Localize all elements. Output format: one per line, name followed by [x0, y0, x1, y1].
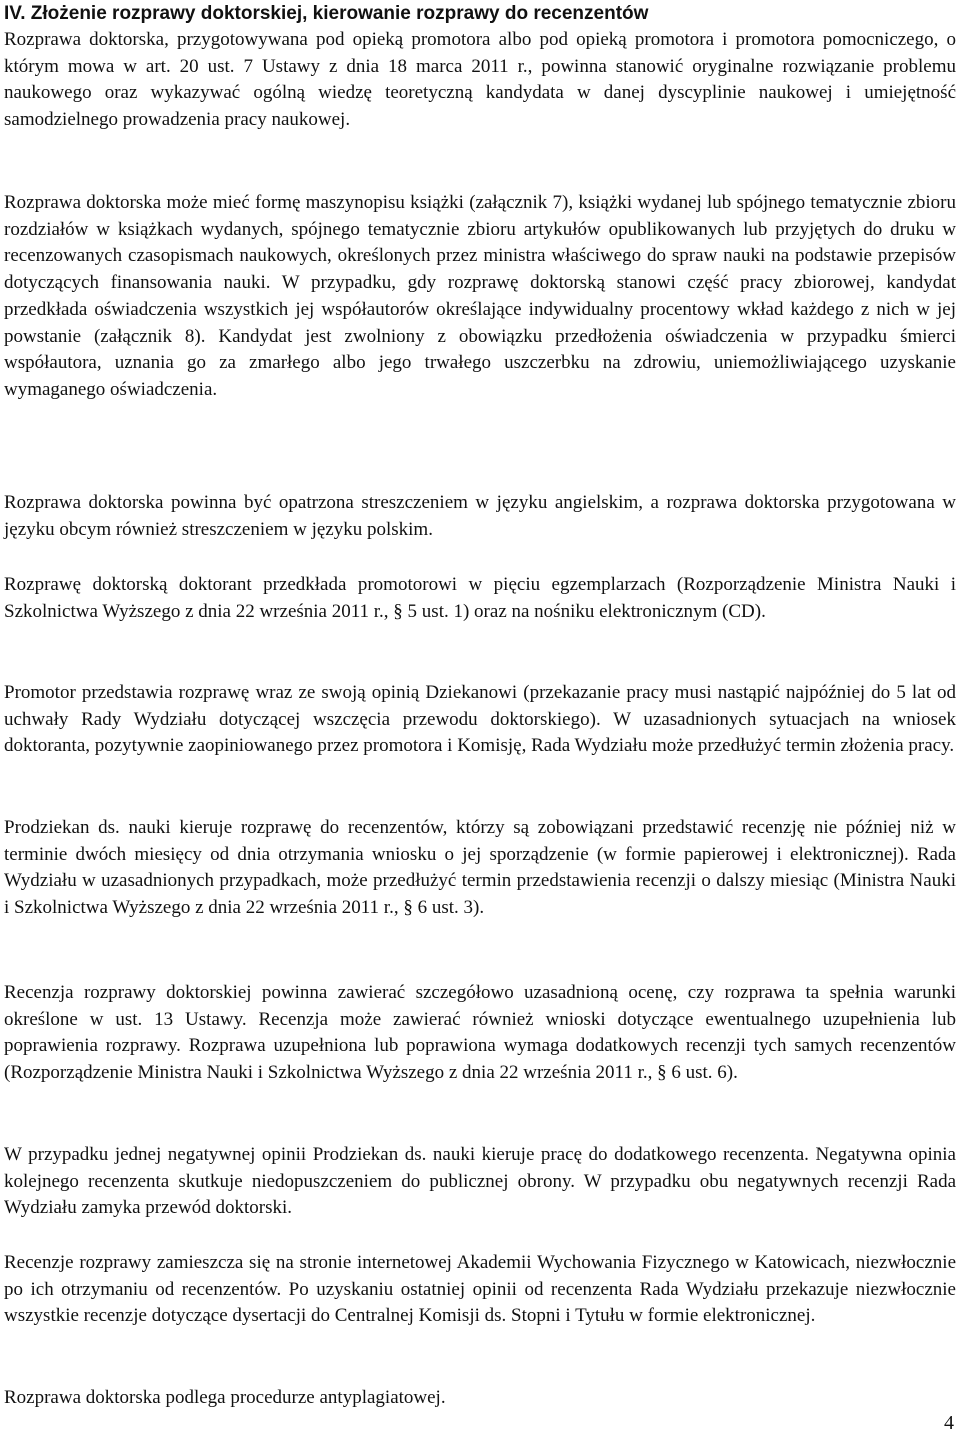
paragraph-9: Recenzje rozprawy zamieszcza się na stronie internetowej Akademii Wychowania Fizycznego w Katowicach, niezwłocznie po ich otrzymaniu od recenzentów. Po uzyskaniu ostatniej opinii od recenzenta Rada Wydziału przekazuje niezwłocznie wszystkie recenzje dotyczące dysertacji do Centralnej Komisji ds. Stopni i Tytułu w formie elektronicznej.: [4, 1252, 956, 1327]
paragraph-3: Rozprawa doktorska powinna być opatrzona streszczeniem w języku angielskim, a rozprawa doktorska przygotowana w języku obcym również streszczeniem w języku polskim.: [4, 492, 956, 540]
paragraph-7: Recenzja rozprawy doktorskiej powinna zawierać szczegółowo uzasadnioną ocenę, czy rozprawa ta spełnia warunki określone w ust. 13 Ustawy. Recenzja może zawierać również wnioski dotyczące ewentualnego uzupełnienia lub poprawienia rozprawy. Rozprawa uzupełniona lub poprawiona wymaga dodatkowych recenzji tych samych recenzentów (Rozporządzenie Ministra Nauki i Szkolnictwa Wyższego z dnia 22 września 2011 r., § 6 ust. 6).: [4, 982, 956, 1084]
paragraph-10: Rozprawa doktorska podlega procedurze antyplagiatowej.: [4, 1387, 446, 1408]
page-number: 4: [944, 1412, 954, 1434]
paragraph-5: Promotor przedstawia rozprawę wraz ze swoją opinią Dziekanowi (przekazanie pracy musi nastąpić najpóźniej do 5 lat od uchwały Rady Wydziału dotyczącej wszczęcia przewodu doktorskiego). W uzasadnionych sytuacjach na wniosek doktoranta, pozytywnie zaopiniowanego przez promotora i Komisję, Rada Wydziału może przedłużyć termin złożenia pracy.: [4, 682, 956, 757]
paragraph-6: Prodziekan ds. nauki kieruje rozprawę do recenzentów, którzy są zobowiązani przedstawić recenzję nie później niż w terminie dwóch miesięcy od dnia otrzymania wniosku o jej sporządzenie (w formie papierowej i elektronicznej). Rada Wydziału w uzasadnionych przypadkach, może przedłużyć termin przedstawienia recenzji o dalszy miesiąc (Ministra Nauki i Szkolnictwa Wyższego z dnia 22 września 2011 r., § 6 ust. 3).: [4, 817, 956, 919]
paragraph-8: W przypadku jednej negatywnej opinii Prodziekan ds. nauki kieruje pracę do dodatkowego recenzenta. Negatywna opinia kolejnego recenzenta skutkuje niedopuszczeniem do publicznej obrony. W przypadku obu negatywnych recenzji Rada Wydziału zamyka przewód doktorski.: [4, 1144, 956, 1219]
paragraph-1: Rozprawa doktorska, przygotowywana pod opieką promotora albo pod opieką promotora i promotora pomocniczego, o którym mowa w art. 20 ust. 7 Ustawy z dnia 18 marca 2011 r., powinna stanowić oryginalne rozwiązanie problemu naukowego oraz wykazywać ogólną wiedzę teoretyczną kandydata w danej dyscyplinie naukowej i umiejętność samodzielnego prowadzenia pracy naukowej.: [4, 29, 956, 131]
paragraph-4: Rozprawę doktorską doktorant przedkłada promotorowi w pięciu egzemplarzach (Rozporządzenie Ministra Nauki i Szkolnictwa Wyższego z dnia 22 września 2011 r., § 5 ust. 1) oraz na nośniku elektronicznym (CD).: [4, 574, 956, 622]
section-heading: IV. Złożenie rozprawy doktorskiej, kierowanie rozprawy do recenzentów: [4, 3, 649, 24]
paragraph-2: Rozprawa doktorska może mieć formę maszynopisu książki (załącznik 7), książki wydanej lub spójnego tematycznie zbioru rozdziałów w książkach wydanych, spójnego tematycznie zbioru artykułów opublikowanych lub przyjętych do druku w recenzowanych czasopismach naukowych, określonych przez ministra właściwego do spraw nauki na podstawie przepisów dotyczących finansowania nauki. W przypadku, gdy rozprawę doktorską stanowi część pracy zbiorowej, kandydat przedkłada oświadczenia wszystkich jej współautorów określające indywidualny procentowy wkład każdego z nich w jej powstanie (załącznik 8). Kandydat jest zwolniony z obowiązku przedłożenia oświadczenia w przypadku śmierci współautora, uznania go za zmarłego albo jego trwałego uszczerbku na zdrowiu, uniemożliwiającego uzyskanie wymaganego oświadczenia.: [4, 192, 956, 400]
